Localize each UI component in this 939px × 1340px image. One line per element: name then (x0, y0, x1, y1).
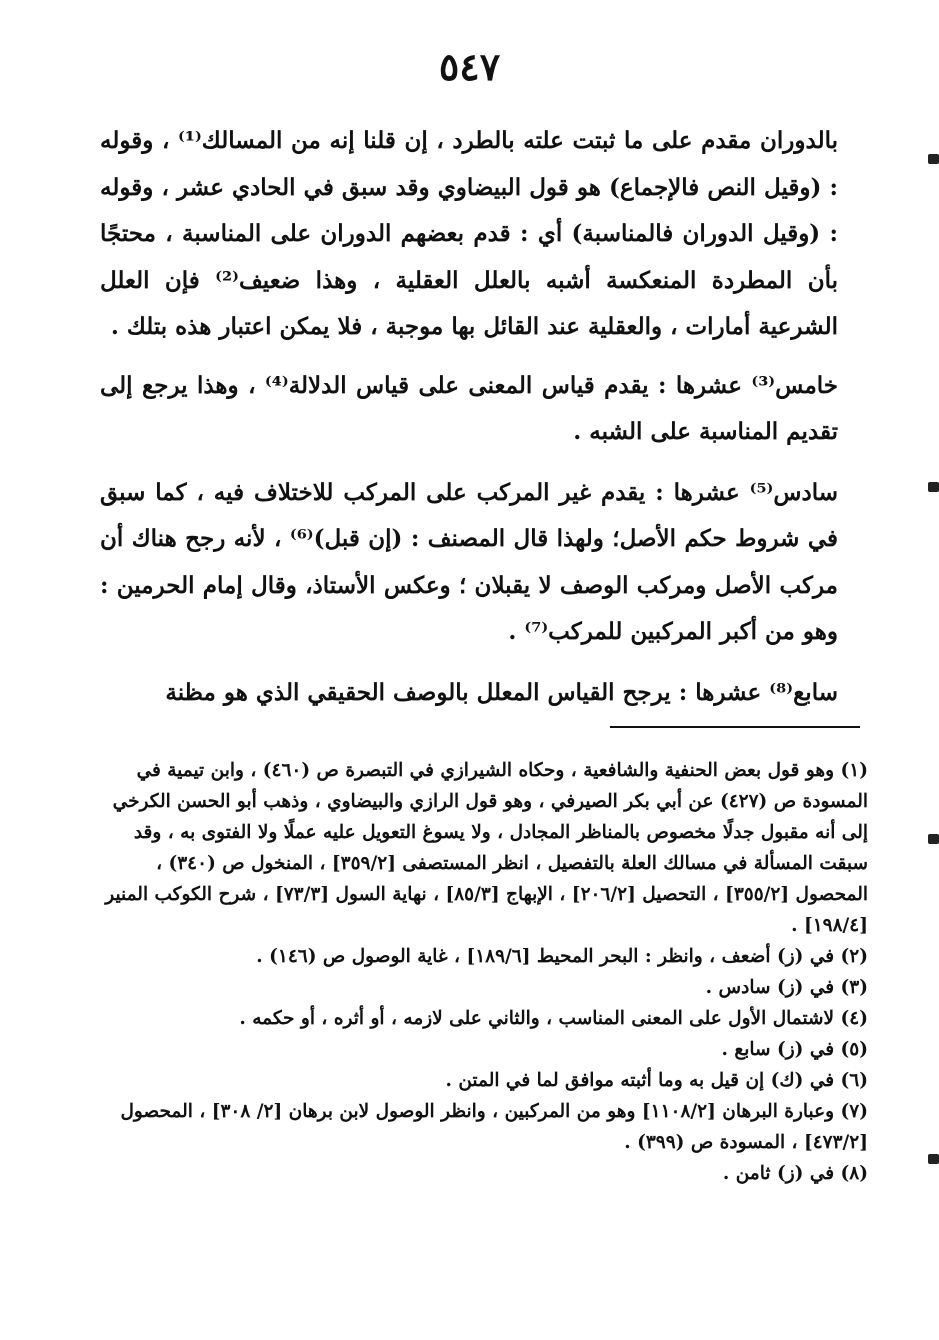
footnote: (٨) في (ز) ثامن . (722, 1163, 868, 1184)
footnote: (٥) في (ز) سابع . (721, 1039, 868, 1060)
paragraph-text: : يقدم قياس المعنى على قياس الدلالة⁽⁴⁾ ، وهذا يرجع إلى تقديم المناسبة على الشبه . (100, 371, 838, 445)
binding-mark (928, 1154, 939, 1164)
binding-mark (928, 154, 939, 164)
main-text (100, 118, 838, 730)
paragraph-heading: سابع⁽⁸⁾ عشرها (695, 678, 838, 706)
paragraph-text: : يرجح القياس المعلل بالوصف الحقيقي الذي هو مظنة (165, 678, 696, 706)
paragraph (100, 118, 838, 351)
page-number: ٥٤٧ (438, 44, 501, 89)
paragraph-heading: خامس⁽³⁾ عشرها (675, 371, 838, 399)
binding-mark (928, 834, 939, 844)
footnote: (١) وهو قول بعض الحنفية والشافعية ، وحكاه الشيرازي في التبصرة ص (٤٦٠) ، وابن تيمية في المسودة ص (٤٢٧) عن أبي بكر الصيرفي ، وهو قول الرازي والبيضاوي ، وذهب أبو الحسن الكرخي إلى أنه مقبول جدلًا مخصوص بالمناظر المجادل ، ولا يسوغ التعويل عليه عملًا ولا الفتوى به ، وقد سبقت المسألة في مسالك العلة بالتفصيل ، انظر المستصفى [٣٥٩/٢] ، المنخول ص (٣٤٠) ، المحصول [٣٥٥/٢] ، التحصيل [٢٠٦/٢] ، الإبهاج [٨٥/٣] ، نهاية السول [٧٣/٣] ، شرح الكوكب المنير [١٩٨/٤] . (105, 760, 868, 936)
paragraph-heading: سادس⁽⁵⁾ عشرها (673, 478, 838, 506)
paragraph (100, 670, 838, 717)
binding-mark (928, 482, 939, 492)
paragraph (100, 470, 838, 656)
paragraph (100, 363, 838, 456)
footnote: (٣) في (ز) سادس . (705, 977, 868, 998)
footnote: (٤) لاشتمال الأول على المعنى المناسب ، والثاني على لازمه ، أو أثره ، أو حكمه . (239, 1008, 868, 1029)
footnote-divider (610, 726, 860, 728)
paragraph-text: بالدوران مقدم على ما ثبتت علته بالطرد ، إن قلنا إنه من المسالك⁽¹⁾ ، وقوله : (وقيل النص فالإجماع) هو قول البيضاوي وقد سبق في الحادي عشر ، وقوله : (وقيل الدوران فالمناسبة) أي : قدم بعضهم الدوران على المناسبة ، محتجًا بأن المطردة المنعكسة أشبه بالعلل العقلية ، وهذا ضعيف⁽²⁾ فإن العلل الشرعية أمارات ، والعقلية عند القائل بها موجبة ، فلا يمكن اعتبار هذه بتلك . (100, 127, 838, 340)
footnote: (٦) في (ك) إن قيل به وما أثبته موافق لما في المتن . (445, 1070, 868, 1091)
footnote: (٧) وعبارة البرهان [١١٠٨/٢] وهو من المركبين ، وانظر الوصول لابن برهان [٢/ ٣٠٨] ، المحصول [٤٧٣/٢] ، المسودة ص (٣٩٩) . (120, 1101, 868, 1153)
paragraph-text: : يقدم غير المركب على المركب للاختلاف فيه ، كما سبق في شروط حكم الأصل؛ ولهذا قال المصنف : (إن قبل)⁽⁶⁾ ، لأنه رجح هناك أن مركب الأصل ومركب الوصف لا يقبلان ؛ وعكس الأستاذ، وقال إمام الحرمين : وهو من أكبر المركبين للمركب⁽⁷⁾ . (100, 478, 838, 645)
footnote: (٢) في (ز) أضعف ، وانظر : البحر المحيط [١٨٩/٦] ، غاية الوصول ص (١٤٦) . (256, 946, 868, 967)
footnotes (100, 755, 868, 1189)
